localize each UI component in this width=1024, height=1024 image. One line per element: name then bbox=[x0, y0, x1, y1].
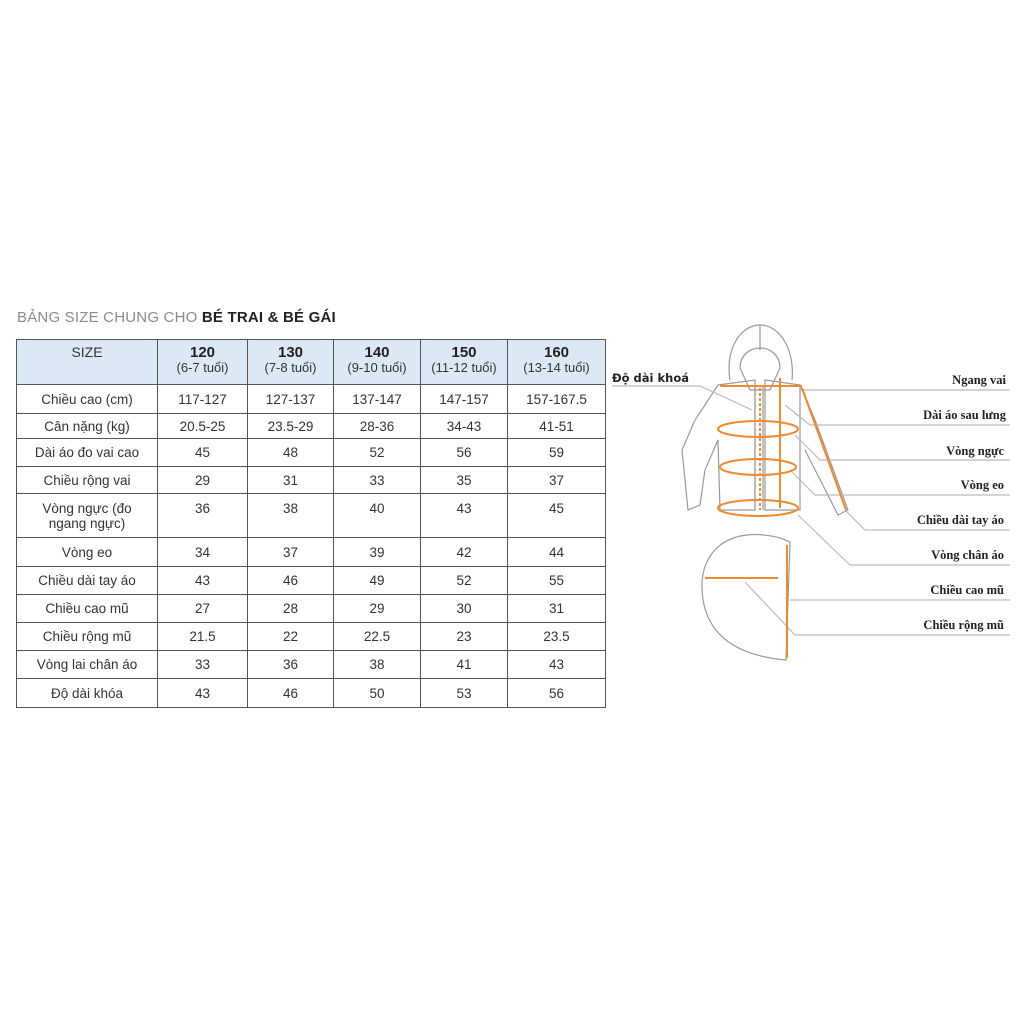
cell-value: 34-43 bbox=[421, 414, 508, 439]
table-row bbox=[17, 679, 606, 708]
row-label: Chiều dài tay áo bbox=[17, 567, 158, 595]
cell-value: 27 bbox=[158, 595, 248, 623]
cell-value: 137-147 bbox=[334, 385, 421, 414]
table-row bbox=[17, 623, 606, 651]
row-label: Vòng lai chân áo bbox=[17, 651, 158, 679]
cell-value: 43 bbox=[158, 679, 248, 708]
table-row bbox=[17, 385, 606, 414]
label-chest: Vòng ngực bbox=[946, 444, 1004, 458]
header-140: 140 (9-10 tuổi) bbox=[334, 340, 421, 385]
row-label: Vòng eo bbox=[17, 538, 158, 567]
cell-value: 45 bbox=[158, 439, 248, 467]
cell-value: 30 bbox=[421, 595, 508, 623]
cell-value: 40 bbox=[334, 494, 421, 538]
cell-value: 22.5 bbox=[334, 623, 421, 651]
cell-value: 38 bbox=[334, 651, 421, 679]
table-row bbox=[17, 567, 606, 595]
cell-value: 21.5 bbox=[158, 623, 248, 651]
cell-value: 56 bbox=[421, 439, 508, 467]
cell-value: 37 bbox=[508, 467, 606, 494]
cell-value: 41 bbox=[421, 651, 508, 679]
cell-value: 22 bbox=[248, 623, 334, 651]
cell-value: 28 bbox=[248, 595, 334, 623]
title-bold: BÉ TRAI & BÉ GÁI bbox=[201, 309, 336, 326]
label-back-length: Dài áo sau lưng bbox=[923, 408, 1006, 422]
cell-value: 55 bbox=[508, 567, 606, 595]
cell-value: 59 bbox=[508, 439, 606, 467]
label-hem: Vòng chân áo bbox=[931, 548, 1004, 562]
cell-value: 41-51 bbox=[508, 414, 606, 439]
cell-value: 29 bbox=[334, 595, 421, 623]
row-label: Chiều cao (cm) bbox=[17, 385, 158, 414]
row-label: Chiều cao mũ bbox=[17, 595, 158, 623]
cell-value: 43 bbox=[421, 494, 508, 538]
cell-value: 36 bbox=[248, 651, 334, 679]
table-row bbox=[17, 595, 606, 623]
chart-title bbox=[17, 309, 336, 326]
cell-value: 33 bbox=[334, 467, 421, 494]
cell-value: 29 bbox=[158, 467, 248, 494]
label-shoulder: Ngang vai bbox=[952, 373, 1006, 387]
label-hood-height: Chiều cao mũ bbox=[930, 583, 1004, 597]
cell-value: 53 bbox=[421, 679, 508, 708]
table-row bbox=[17, 494, 606, 538]
row-label: Vòng ngực (đo ngang ngực) bbox=[17, 494, 158, 538]
cell-value: 20.5-25 bbox=[158, 414, 248, 439]
row-label: Độ dài khóa bbox=[17, 679, 158, 708]
cell-value: 48 bbox=[248, 439, 334, 467]
cell-value: 34 bbox=[158, 538, 248, 567]
label-waist: Vòng eo bbox=[960, 478, 1004, 492]
cell-value: 43 bbox=[158, 567, 248, 595]
cell-value: 49 bbox=[334, 567, 421, 595]
row-label: Chiều rộng mũ bbox=[17, 623, 158, 651]
cell-value: 127-137 bbox=[248, 385, 334, 414]
cell-value: 56 bbox=[508, 679, 606, 708]
row-label: Dài áo đo vai cao bbox=[17, 439, 158, 467]
cell-value: 52 bbox=[334, 439, 421, 467]
header-size: SIZE bbox=[17, 340, 158, 385]
cell-value: 38 bbox=[248, 494, 334, 538]
cell-value: 39 bbox=[334, 538, 421, 567]
cell-value: 147-157 bbox=[421, 385, 508, 414]
cell-value: 23.5 bbox=[508, 623, 606, 651]
cell-value: 42 bbox=[421, 538, 508, 567]
cell-value: 157-167.5 bbox=[508, 385, 606, 414]
size-table bbox=[16, 339, 606, 708]
jacket-diagram bbox=[600, 310, 1024, 680]
header-150: 150 (11-12 tuổi) bbox=[421, 340, 508, 385]
measurement-marks bbox=[705, 378, 846, 658]
table-row bbox=[17, 467, 606, 494]
cell-value: 23.5-29 bbox=[248, 414, 334, 439]
table-row bbox=[17, 439, 606, 467]
label-hood-width: Chiều rộng mũ bbox=[923, 618, 1004, 632]
cell-value: 36 bbox=[158, 494, 248, 538]
table-row bbox=[17, 414, 606, 439]
cell-value: 28-36 bbox=[334, 414, 421, 439]
header-120: 120 (6-7 tuổi) bbox=[158, 340, 248, 385]
cell-value: 117-127 bbox=[158, 385, 248, 414]
cell-value: 45 bbox=[508, 494, 606, 538]
row-label: Cân nặng (kg) bbox=[17, 414, 158, 439]
label-zip-length: Độ dài khoá bbox=[612, 371, 689, 385]
title-prefix: BẢNG SIZE CHUNG CHO bbox=[17, 309, 202, 326]
header-row bbox=[17, 340, 606, 385]
cell-value: 46 bbox=[248, 567, 334, 595]
cell-value: 23 bbox=[421, 623, 508, 651]
cell-value: 31 bbox=[248, 467, 334, 494]
cell-value: 31 bbox=[508, 595, 606, 623]
cell-value: 43 bbox=[508, 651, 606, 679]
cell-value: 35 bbox=[421, 467, 508, 494]
cell-value: 37 bbox=[248, 538, 334, 567]
header-160: 160 (13-14 tuổi) bbox=[508, 340, 606, 385]
cell-value: 46 bbox=[248, 679, 334, 708]
header-130: 130 (7-8 tuổi) bbox=[248, 340, 334, 385]
cell-value: 50 bbox=[334, 679, 421, 708]
cell-value: 33 bbox=[158, 651, 248, 679]
row-label: Chiều rộng vai bbox=[17, 467, 158, 494]
table-row bbox=[17, 538, 606, 567]
cell-value: 52 bbox=[421, 567, 508, 595]
table-row bbox=[17, 651, 606, 679]
label-sleeve: Chiều dài tay áo bbox=[916, 513, 1004, 527]
cell-value: 44 bbox=[508, 538, 606, 567]
